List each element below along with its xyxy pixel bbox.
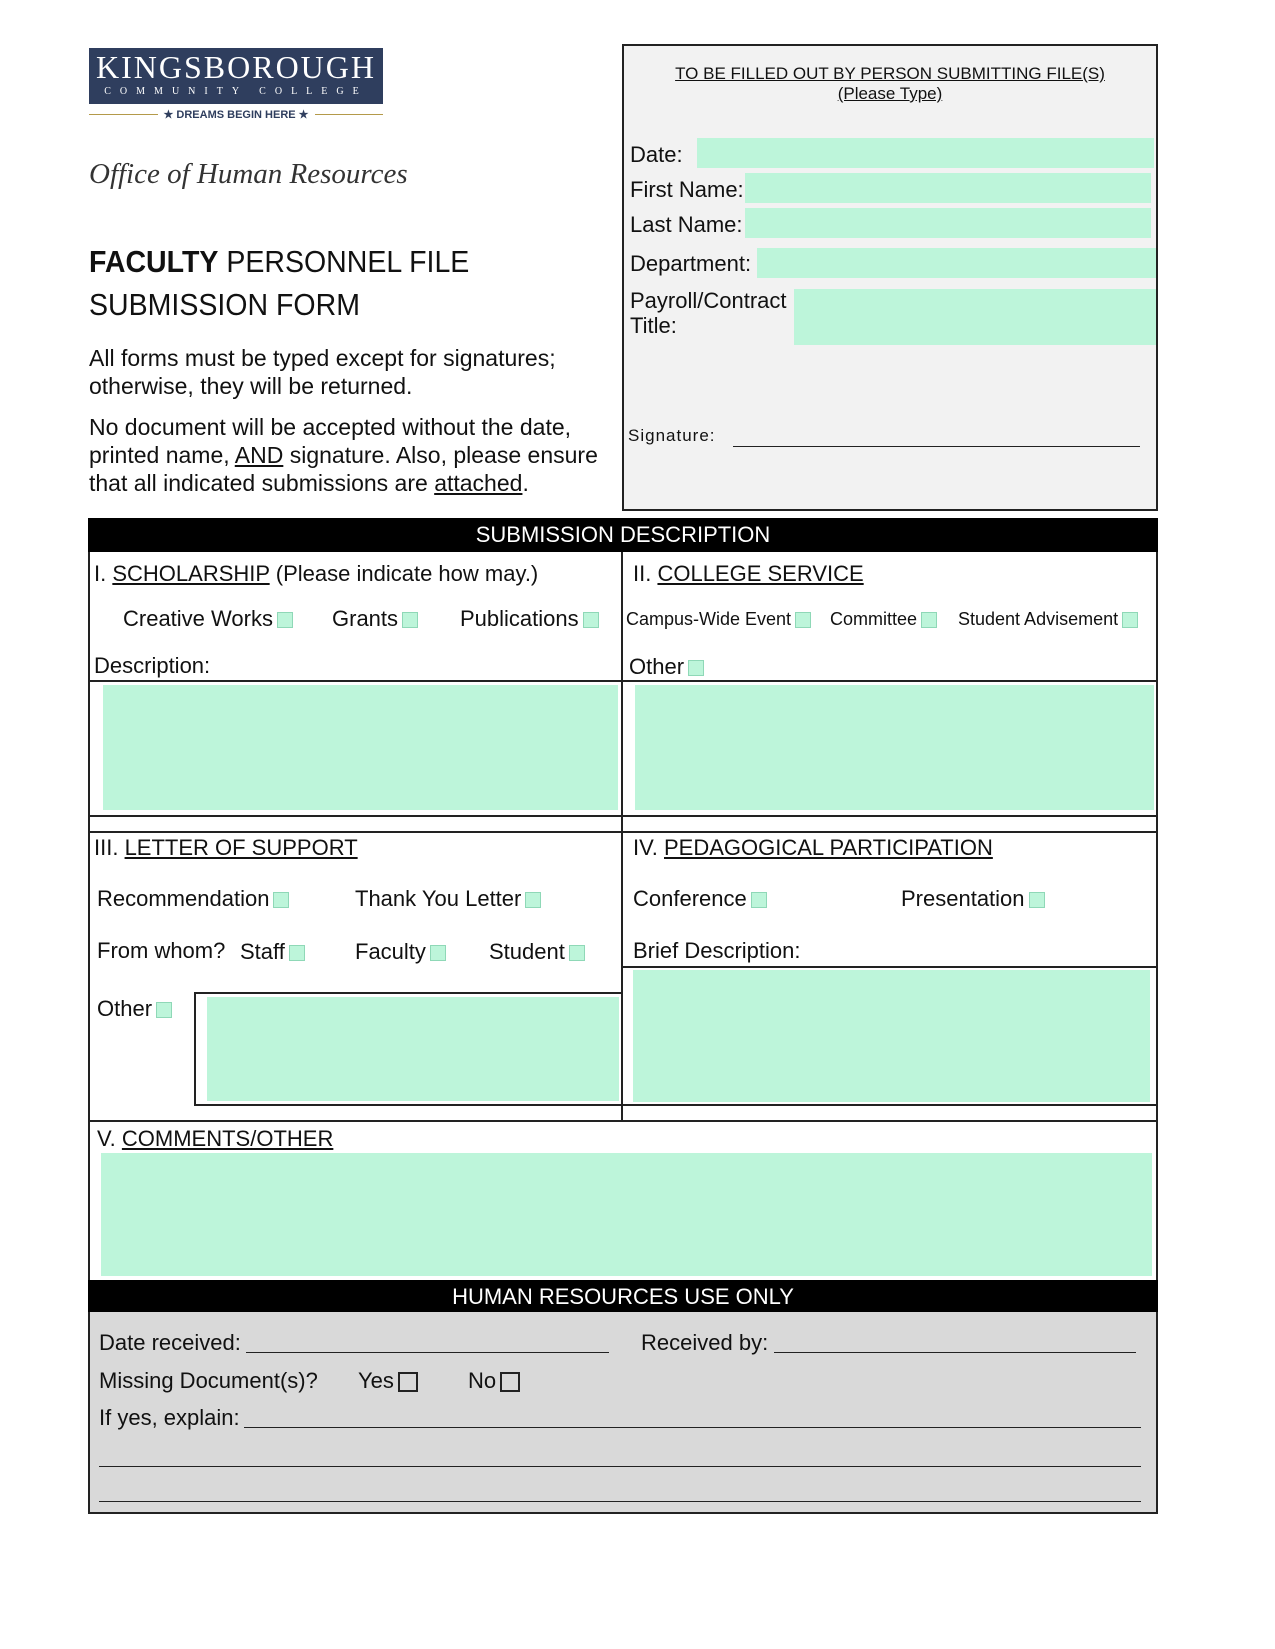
- divider-line: [621, 1104, 1158, 1106]
- date-received-line[interactable]: [246, 1352, 609, 1353]
- scholarship-hint: (Please indicate how may.): [269, 561, 539, 586]
- date-received-label: Date received:: [99, 1330, 241, 1355]
- college-service-num: II.: [633, 561, 658, 586]
- instructions-attached: attached: [434, 470, 523, 496]
- instructions-p2-b: signature. Also, please ensure that all indicated submissions are: [89, 442, 598, 496]
- student-advisement-label: Student Advisement: [958, 609, 1119, 629]
- pedagogical-num: IV.: [633, 835, 664, 860]
- yes-label: Yes: [358, 1368, 394, 1393]
- hr-use-only-bar: HUMAN RESOURCES USE ONLY: [88, 1280, 1158, 1312]
- no-label: No: [468, 1368, 497, 1393]
- publications-checkbox[interactable]: [583, 612, 599, 628]
- college-service-heading: [633, 561, 864, 587]
- letter-other-field[interactable]: [207, 997, 619, 1101]
- recommendation-checkbox[interactable]: [273, 892, 289, 908]
- staff-label: Staff: [240, 939, 285, 964]
- signature-label: Signature:: [628, 426, 716, 445]
- scholarship-heading: [94, 561, 538, 587]
- instructions-p2-a: No document will be accepted without the date, printed name,: [89, 414, 572, 468]
- faculty-checkbox[interactable]: [430, 945, 446, 961]
- signature-line[interactable]: [733, 446, 1140, 447]
- yes-checkbox[interactable]: [398, 1372, 418, 1392]
- committee-label: Committee: [830, 609, 918, 629]
- college-service-other-checkbox[interactable]: [688, 660, 704, 676]
- logo-name: KINGSBOROUGH: [95, 49, 376, 85]
- creative-works-label: Creative Works: [123, 606, 273, 631]
- thank-you-letter-option[interactable]: [355, 886, 541, 912]
- comments-heading: [97, 1126, 333, 1152]
- last-name-label: Last Name:: [630, 212, 743, 237]
- presentation-label: Presentation: [901, 886, 1025, 911]
- divider-line: [88, 831, 1158, 833]
- pedagogical-title: PEDAGOGICAL PARTICIPATION: [664, 835, 993, 860]
- publications-option[interactable]: [460, 606, 599, 632]
- explain-line-1[interactable]: [244, 1427, 1141, 1428]
- committee-option[interactable]: [830, 609, 937, 630]
- student-advisement-checkbox[interactable]: [1122, 612, 1138, 628]
- letter-support-num: III.: [94, 835, 125, 860]
- form-title-rest: PERSONNEL FILE: [218, 244, 470, 279]
- recommendation-label: Recommendation: [97, 886, 270, 911]
- scholarship-description-label: Description:: [94, 653, 211, 678]
- department-field[interactable]: [757, 248, 1156, 278]
- college-service-other-option[interactable]: [629, 654, 704, 680]
- submission-description-bar: SUBMISSION DESCRIPTION: [88, 518, 1158, 552]
- yes-option[interactable]: [358, 1368, 418, 1394]
- creative-works-checkbox[interactable]: [277, 612, 293, 628]
- letter-other-checkbox[interactable]: [156, 1002, 172, 1018]
- form-title-bold: FACULTY: [89, 244, 219, 279]
- title-label-line2: Title:: [630, 313, 677, 338]
- conference-label: Conference: [633, 886, 747, 911]
- staff-option[interactable]: [240, 939, 305, 965]
- first-name-field[interactable]: [745, 173, 1151, 203]
- submitter-header-line2: (Please Type): [837, 84, 943, 103]
- date-field[interactable]: [697, 138, 1154, 168]
- payroll-title-field[interactable]: [794, 289, 1156, 345]
- letter-other-label: Other: [97, 996, 153, 1021]
- college-logo: [89, 48, 383, 124]
- department-label: Department:: [630, 251, 752, 276]
- conference-option[interactable]: [633, 886, 767, 912]
- last-name-field[interactable]: [745, 208, 1151, 238]
- brief-description-field[interactable]: [633, 970, 1150, 1102]
- college-service-description-field[interactable]: [635, 685, 1154, 810]
- explain-line-2[interactable]: [99, 1466, 1141, 1467]
- scholarship-title: SCHOLARSHIP: [112, 561, 270, 586]
- college-service-other-label: Other: [629, 654, 685, 679]
- creative-works-option[interactable]: [123, 606, 293, 632]
- divider-line: [88, 680, 1158, 682]
- scholarship-num: I.: [94, 561, 113, 586]
- committee-checkbox[interactable]: [921, 612, 937, 628]
- comments-num: V.: [97, 1126, 122, 1151]
- no-option[interactable]: [468, 1368, 520, 1394]
- no-checkbox[interactable]: [500, 1372, 520, 1392]
- faculty-option[interactable]: [355, 939, 446, 965]
- received-by-label: Received by:: [641, 1330, 769, 1355]
- office-name: Office of Human Resources: [89, 158, 408, 190]
- divider-line: [88, 815, 1158, 817]
- letter-support-title: LETTER OF SUPPORT: [124, 835, 358, 860]
- first-name-label: First Name:: [630, 177, 744, 202]
- logo-tagline: ★ DREAMS BEGIN HERE ★: [163, 108, 309, 121]
- divider-line: [621, 966, 1158, 968]
- conference-checkbox[interactable]: [751, 892, 767, 908]
- instructions-p2-c: .: [522, 470, 529, 496]
- from-whom-label: From whom?: [97, 938, 226, 963]
- instructions-p2: [89, 413, 629, 497]
- student-label: Student: [489, 939, 565, 964]
- instructions-and: AND: [234, 442, 284, 468]
- staff-checkbox[interactable]: [289, 945, 305, 961]
- brief-description-label: Brief Description:: [633, 938, 801, 963]
- publications-label: Publications: [460, 606, 579, 631]
- student-checkbox[interactable]: [569, 945, 585, 961]
- form-title-line2: SUBMISSION FORM: [89, 287, 360, 322]
- letter-support-heading: [94, 835, 358, 861]
- logo-sub: COMMUNITY COLLEGE: [104, 86, 368, 97]
- explain-line-3[interactable]: [99, 1501, 1141, 1502]
- divider-line: [88, 1120, 1158, 1122]
- received-by-line[interactable]: [774, 1352, 1136, 1353]
- recommendation-option[interactable]: [97, 886, 289, 912]
- title-label-line1: Payroll/Contract: [630, 288, 787, 313]
- submitter-header: [624, 64, 1156, 104]
- comments-field[interactable]: [101, 1153, 1152, 1276]
- campus-wide-event-label: Campus-Wide Event: [626, 609, 792, 629]
- if-yes-explain-label: If yes, explain:: [99, 1405, 240, 1430]
- title-label: [630, 288, 787, 338]
- presentation-option[interactable]: [901, 886, 1045, 912]
- student-option[interactable]: [489, 939, 585, 965]
- hr-panel: [90, 1312, 1156, 1512]
- form-title: [89, 240, 469, 326]
- missing-documents-label: Missing Document(s)?: [99, 1368, 318, 1393]
- faculty-label: Faculty: [355, 939, 426, 964]
- submitter-panel: [622, 44, 1158, 511]
- student-advisement-option[interactable]: [958, 609, 1138, 630]
- grants-checkbox[interactable]: [402, 612, 418, 628]
- presentation-checkbox[interactable]: [1029, 892, 1045, 908]
- college-service-title: COLLEGE SERVICE: [657, 561, 864, 586]
- comments-title: COMMENTS/OTHER: [121, 1126, 334, 1151]
- date-label: Date:: [630, 142, 683, 167]
- campus-wide-event-option[interactable]: [626, 609, 811, 630]
- thank-you-letter-label: Thank You Letter: [355, 886, 522, 911]
- campus-wide-event-checkbox[interactable]: [795, 612, 811, 628]
- letter-other-option[interactable]: [97, 996, 172, 1022]
- thank-you-letter-checkbox[interactable]: [525, 892, 541, 908]
- grants-option[interactable]: [332, 606, 418, 632]
- instructions-p1: All forms must be typed except for signatures; otherwise, they will be returned.: [89, 345, 556, 399]
- scholarship-description-field[interactable]: [103, 685, 618, 810]
- pedagogical-heading: [633, 835, 993, 861]
- submitter-header-line1: TO BE FILLED OUT BY PERSON SUBMITTING FILE(S): [675, 64, 1105, 83]
- grants-label: Grants: [332, 606, 399, 631]
